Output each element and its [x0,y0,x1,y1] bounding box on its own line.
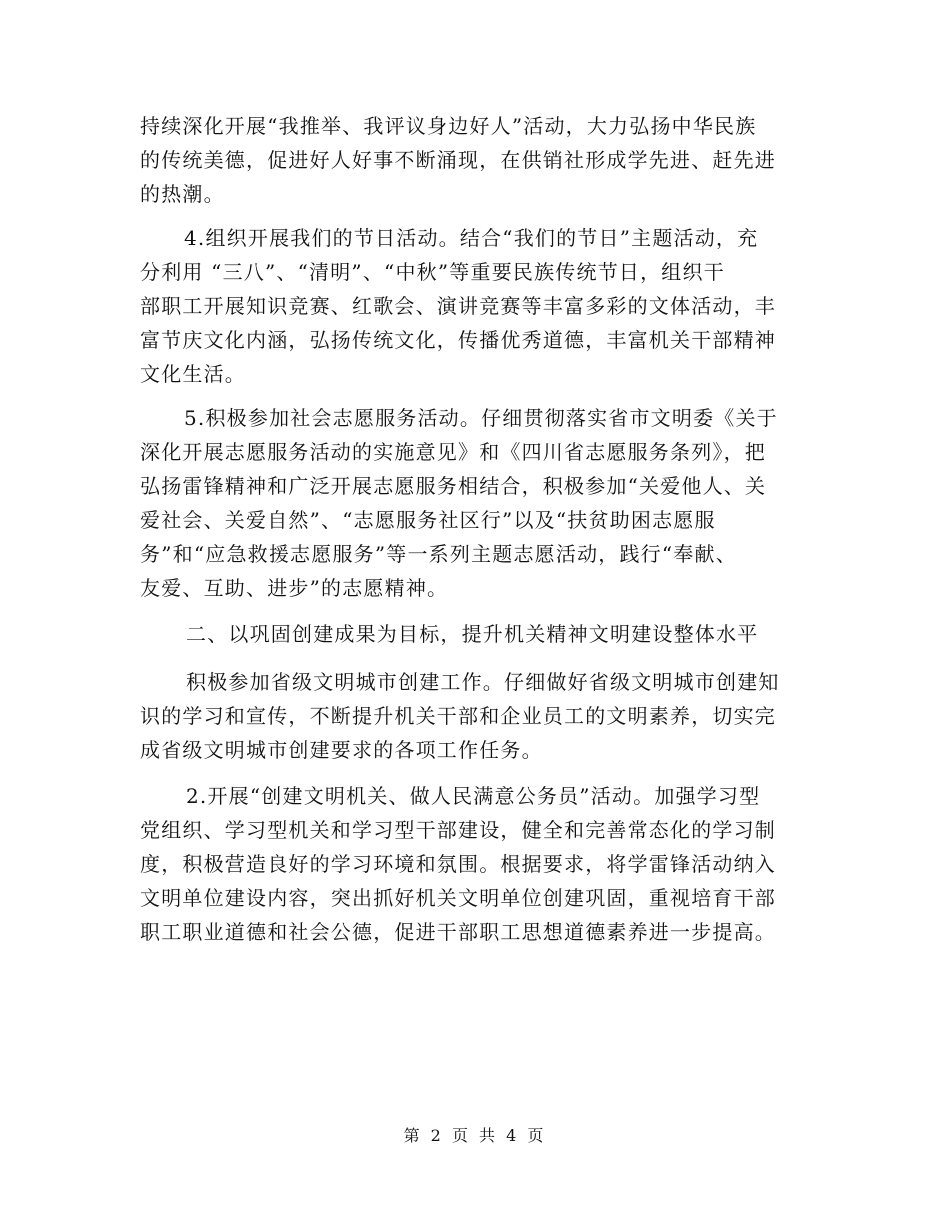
text-line-7: 富节庆文化内涵，弘扬传统文化，传播优秀道德，丰富机关干部精神 [140,328,776,352]
text-line-5: 分利用 “三八”、“清明”、“中秋”等重要民族传统节日，组织干 [140,260,725,284]
text-line-8: 文化生活。 [140,362,246,386]
text-line-3: 的热潮。 [140,182,225,206]
text-line-10: 深化开展志愿服务活动的实施意见》和《四川省志愿服务条列》，把 [140,440,766,464]
text-line-2: 的传统美德，促进好人好事不断涌现，在供销社形成学先进、赶先进 [140,148,776,172]
text-line-6: 部职工开展知识竞赛、红歌会、演讲竞赛等丰富多彩的文体活动，丰 [140,294,776,318]
paragraph-item-4-first-line: 4.组织开展我们的节日活动。结合“我们的节日”主题活动，充 [184,226,759,250]
text-line-22: 文明单位建设内容，突出抓好机关文明单位创建巩固，重视培育干部 [140,886,776,910]
paragraph-item-2-first-line: 2.开展“创建文明机关、做人民满意公务员”活动。加强学习型 [186,784,761,808]
text-line-13: 务”和“应急救援志愿服务”等一系列主题志愿活动，践行“奉献、 [140,542,737,566]
text-line-23: 职工职业道德和社会公德，促进干部职工思想道德素养进一步提高。 [140,920,776,944]
page-number-footer: 第 2 页 共 4 页 [403,1126,547,1145]
paragraph-item-1-first-line: 积极参加省级文明城市创建工作。仔细做好省级文明城市创建知 [186,670,780,694]
text-line-14: 友爱、互助、进步”的志愿精神。 [140,576,449,600]
section-heading-2: 二、以巩固创建成果为目标，提升机关精神文明建设整体水平 [186,622,759,646]
text-line-11: 弘扬雷锋精神和广泛开展志愿服务相结合，积极参加“关爱他人、关 [140,474,767,498]
text-line-12: 爱社会、关爱自然”、“志愿服务社区行”以及“扶贫助困志愿服 [140,508,716,532]
text-line-18: 成省级文明城市创建要求的各项工作任务。 [140,738,543,762]
text-line-20: 党组织、学习型机关和学习型干部建设，健全和完善常态化的学习制 [140,818,776,842]
text-line-1: 持续深化开展“我推举、我评议身边好人”活动，大力弘扬中华民族 [140,114,757,138]
text-line-21: 度，积极营造良好的学习环境和氛围。根据要求，将学雷锋活动纳入 [140,852,776,876]
paragraph-item-5-first-line: 5.积极参加社会志愿服务活动。仔细贯彻落实省市文明委《关于 [184,406,778,430]
text-line-17: 识的学习和宣传，不断提升机关干部和企业员工的文明素养，切实完 [140,704,776,728]
